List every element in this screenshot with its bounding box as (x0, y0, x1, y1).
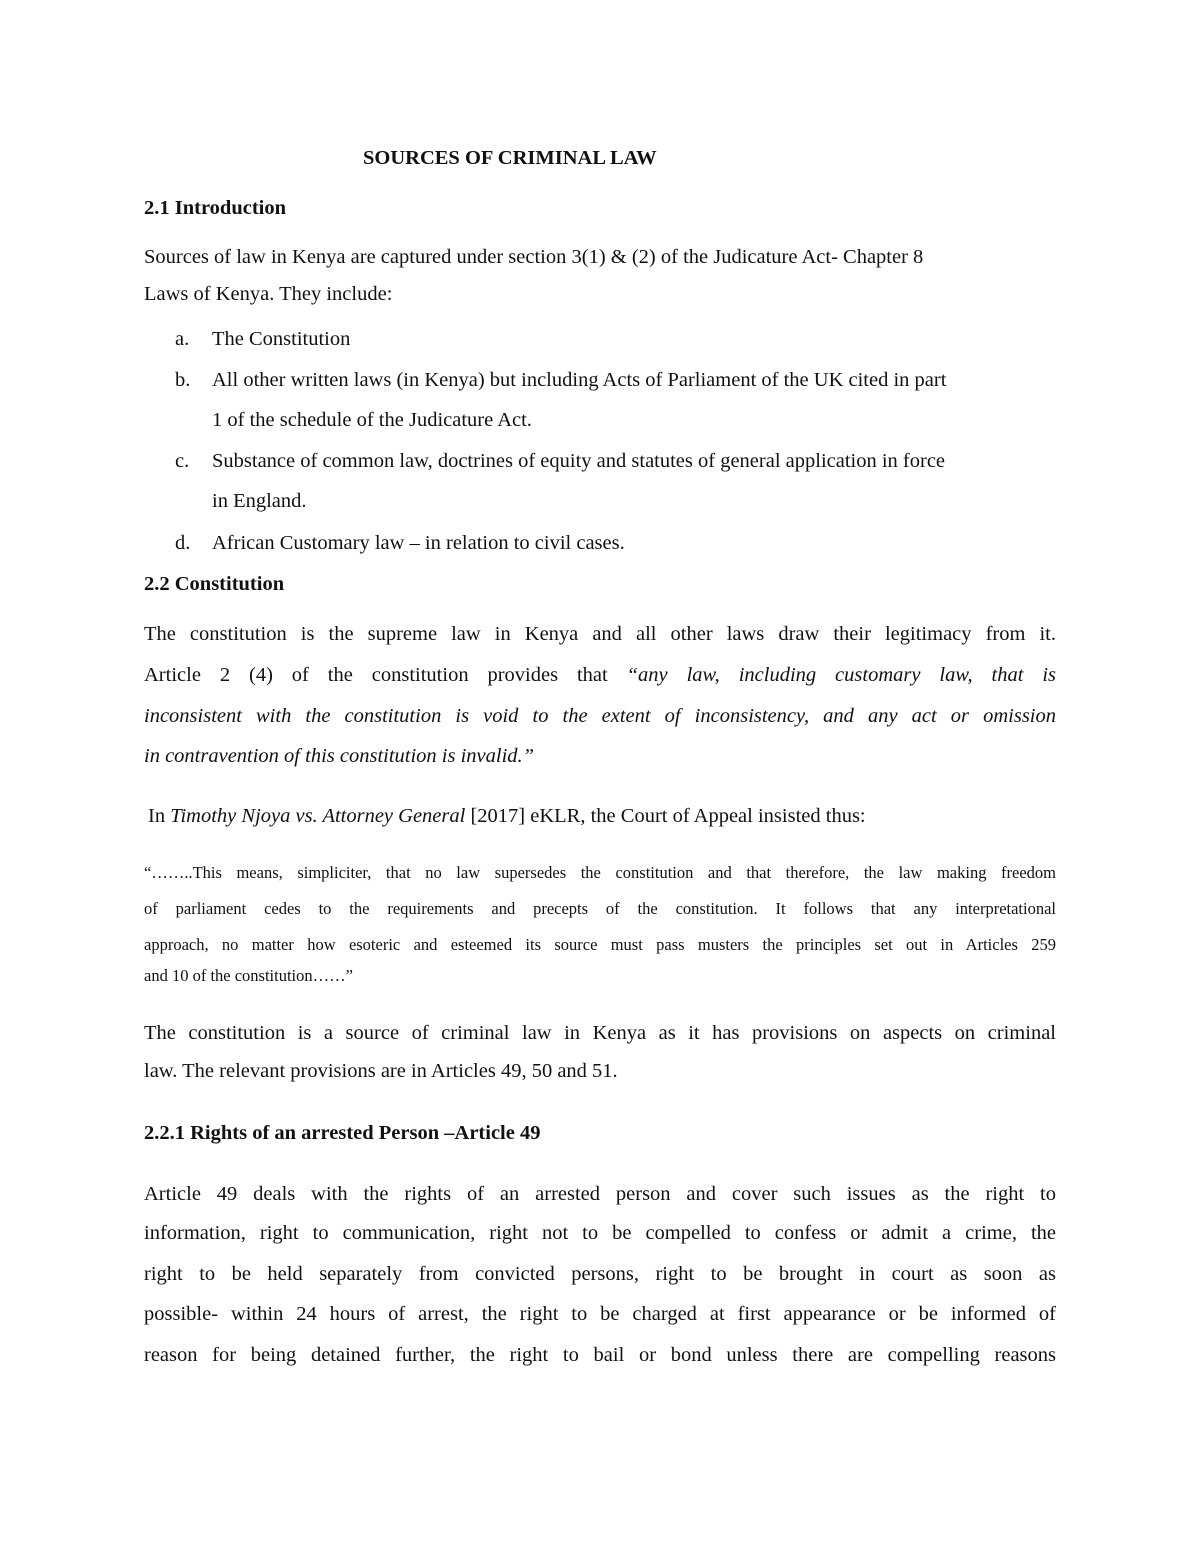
page-title: SOURCES OF CRIMINAL LAW (363, 147, 657, 169)
article-49-paragraph-line: Article 49 deals with the rights of an arrested person and cover such issues as the right to (144, 1183, 1056, 1205)
section-heading-introduction: 2.1 Introduction (144, 197, 287, 219)
constitution-source-paragraph-line: law. The relevant provisions are in Articles 49, 50 and 51. (144, 1060, 618, 1082)
list-item: All other written laws (in Kenya) but including Acts of Parliament of the UK cited in part (212, 369, 947, 391)
article-49-paragraph-line: reason for being detained further, the right to bail or bond unless there are compelling reasons (144, 1344, 1056, 1366)
article-49-paragraph-line: information, right to communication, right not to be compelled to confess or admit a crime, the (144, 1222, 1056, 1244)
case-suffix: [2017] eKLR, the Court of Appeal insisted thus: (465, 805, 866, 827)
block-quote-line: and 10 of the constitution……” (144, 966, 353, 985)
list-item-continuation: in England. (212, 490, 307, 512)
intro-paragraph-line: Sources of law in Kenya are captured under section 3(1) & (2) of the Judicature Act- Chapter 8 (144, 246, 924, 268)
list-item: African Customary law – in relation to civil cases. (212, 532, 625, 554)
constitution-source-paragraph-line: The constitution is a source of criminal law in Kenya as it has provisions on aspects on criminal (144, 1022, 1056, 1044)
list-item-continuation: 1 of the schedule of the Judicature Act. (212, 409, 532, 431)
section-heading-constitution: 2.2 Constitution (144, 573, 285, 595)
case-prefix: In (148, 805, 171, 827)
block-quote-line: of parliament cedes to the requirements and precepts of the constitution. It follows that any interpretational (144, 899, 1056, 918)
block-quote-line: approach, no matter how esoteric and esteemed its source must pass musters the principles set out in Articles 259 (144, 935, 1056, 954)
list-marker: c. (175, 450, 190, 472)
case-citation-line (148, 806, 866, 827)
constitution-quote-line: inconsistent with the constitution is void to the extent of inconsistency, and any act or omission (144, 705, 1056, 727)
list-item: Substance of common law, doctrines of equity and statutes of general application in force (212, 450, 946, 472)
section-heading-arrested-person: 2.2.1 Rights of an arrested Person –Article 49 (144, 1122, 541, 1144)
list-item: The Constitution (212, 328, 351, 350)
constitution-paragraph-line: The constitution is the supreme law in Kenya and all other laws draw their legitimacy from it. (144, 623, 1056, 645)
article-49-paragraph-line: right to be held separately from convicted persons, right to be brought in court as soon as (144, 1263, 1056, 1285)
list-marker: b. (175, 369, 191, 391)
constitution-paragraph-line (144, 664, 1056, 687)
constitution-plain-text: Article 2 (4) of the constitution provides that (144, 664, 627, 686)
list-marker: d. (175, 532, 191, 554)
article-49-paragraph-line: possible- within 24 hours of arrest, the right to be charged at first appearance or be informed of (144, 1303, 1056, 1325)
block-quote-line: “……..This means, simpliciter, that no law supersedes the constitution and that therefore, the law making freedom (144, 863, 1056, 882)
intro-paragraph-line: Laws of Kenya. They include: (144, 283, 393, 305)
case-name: Timothy Njoya vs. Attorney General (170, 805, 466, 827)
constitution-quote-line: in contravention of this constitution is invalid.” (144, 745, 535, 767)
constitution-quote-text: “any law, including customary law, that is (626, 664, 1056, 686)
list-marker: a. (175, 328, 190, 350)
